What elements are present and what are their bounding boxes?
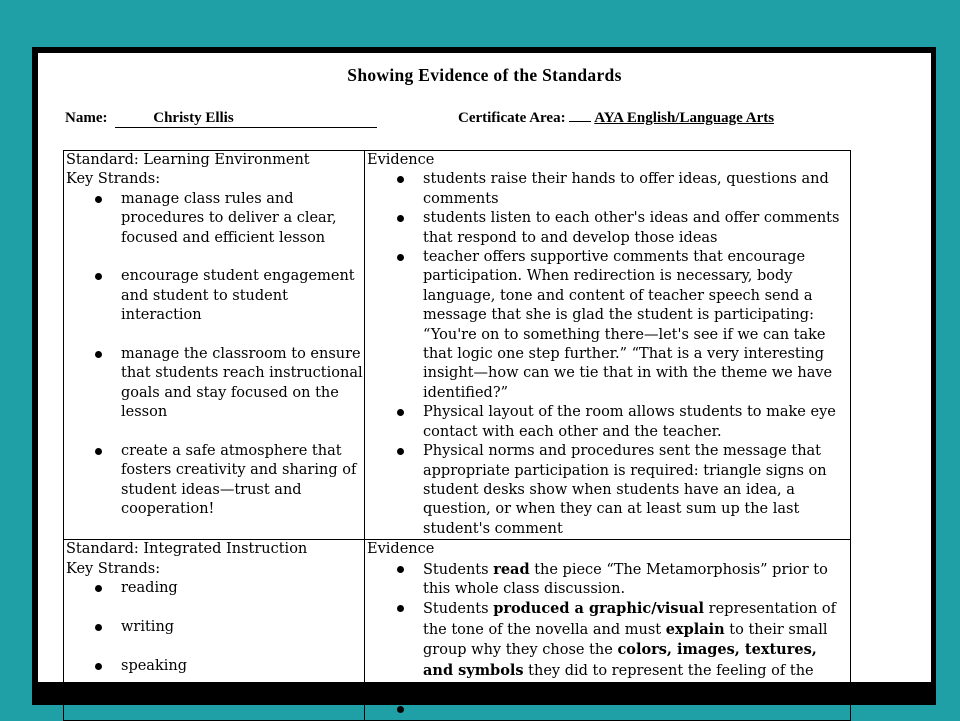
bullet-icon xyxy=(95,585,102,592)
name-label: Name: xyxy=(65,110,108,126)
bullet-icon xyxy=(95,663,102,670)
bullet-icon xyxy=(95,448,102,455)
list-item: teacher offers supportive comments that encourage participation. When redirection is necessary, body language, tone and content of teacher speech send a message that she is glad the student is participating: “You're on to something there—let's see if we can take that logic one step further.” “That is a very interesting insight—how can we tie that in with the theme we have identified?” xyxy=(367,248,850,403)
certificate-label: Certificate Area: xyxy=(458,110,566,126)
standard-cell xyxy=(64,151,365,540)
bullet-icon xyxy=(397,706,404,713)
list-item: reading xyxy=(66,579,364,598)
list-item: speaking xyxy=(66,657,364,676)
evidence-list xyxy=(367,170,850,539)
list-item: students listen to each other's ideas and offer comments that respond to and develop those ideas xyxy=(367,209,850,248)
evidence-cell xyxy=(365,540,851,721)
bullet-icon xyxy=(397,566,404,573)
evidence-cell xyxy=(365,151,851,540)
standard-title: Standard: Integrated Instruction xyxy=(66,541,308,558)
certificate-area-field xyxy=(458,110,774,127)
bullet-icon xyxy=(95,196,102,203)
list-item: Students read the piece “The Metamorphosis” prior to this whole class discussion. xyxy=(367,560,850,600)
certificate-value: AYA English/Language Arts xyxy=(594,110,775,126)
standards-table xyxy=(63,150,851,721)
list-item: writing xyxy=(66,618,364,637)
list-item: create a safe atmosphere that fosters creativity and sharing of student ideas—trust and cooperation! xyxy=(66,442,364,520)
name-value: Christy Ellis xyxy=(153,110,234,126)
list-item: manage the classroom to ensure that students reach instructional goals and stay focused on the lesson xyxy=(66,345,364,423)
strand-list xyxy=(66,579,364,715)
evidence-label: Evidence xyxy=(367,541,435,558)
list-item: students raise their hands to offer ideas, questions and comments xyxy=(367,170,850,209)
list-item: encourage student engagement and student to student interaction xyxy=(66,267,364,325)
bullet-icon xyxy=(397,605,404,612)
strand-list xyxy=(66,190,364,520)
bullet-icon xyxy=(95,351,102,358)
bullet-icon xyxy=(95,273,102,280)
evidence-list xyxy=(367,560,850,720)
list-item: Students produced a graphic/visual representation of the tone of the novella and must explain to their small group why they chose the colors, images, textures, and symbols they did to represent the feeling of the story. xyxy=(367,599,850,700)
list-item: manage class rules and procedures to deliver a clear, focused and efficient lesson xyxy=(66,190,364,248)
bullet-icon xyxy=(397,409,404,416)
bullet-icon xyxy=(397,254,404,261)
list-item xyxy=(367,700,850,719)
table-row xyxy=(64,151,851,540)
document-page xyxy=(38,53,931,698)
name-field xyxy=(65,110,377,128)
standard-title: Standard: Learning Environment xyxy=(66,152,310,168)
bullet-icon xyxy=(95,624,102,631)
key-strands-label: Key Strands: xyxy=(66,560,161,577)
bullet-icon xyxy=(397,448,404,455)
evidence-label: Evidence xyxy=(367,152,435,168)
standard-cell xyxy=(64,540,365,721)
page-title: Showing Evidence of the Standards xyxy=(347,65,622,85)
bullet-icon xyxy=(397,176,404,183)
list-item: Physical layout of the room allows students to make eye contact with each other and the teacher. xyxy=(367,403,850,442)
table-row xyxy=(64,540,851,721)
list-item: Physical norms and procedures sent the message that appropriate participation is required: triangle signs on student desks show when students have an idea, a question, or when they can at least sum up the last student's comment xyxy=(367,442,850,539)
bullet-icon xyxy=(397,215,404,222)
key-strands-label: Key Strands: xyxy=(66,171,161,188)
